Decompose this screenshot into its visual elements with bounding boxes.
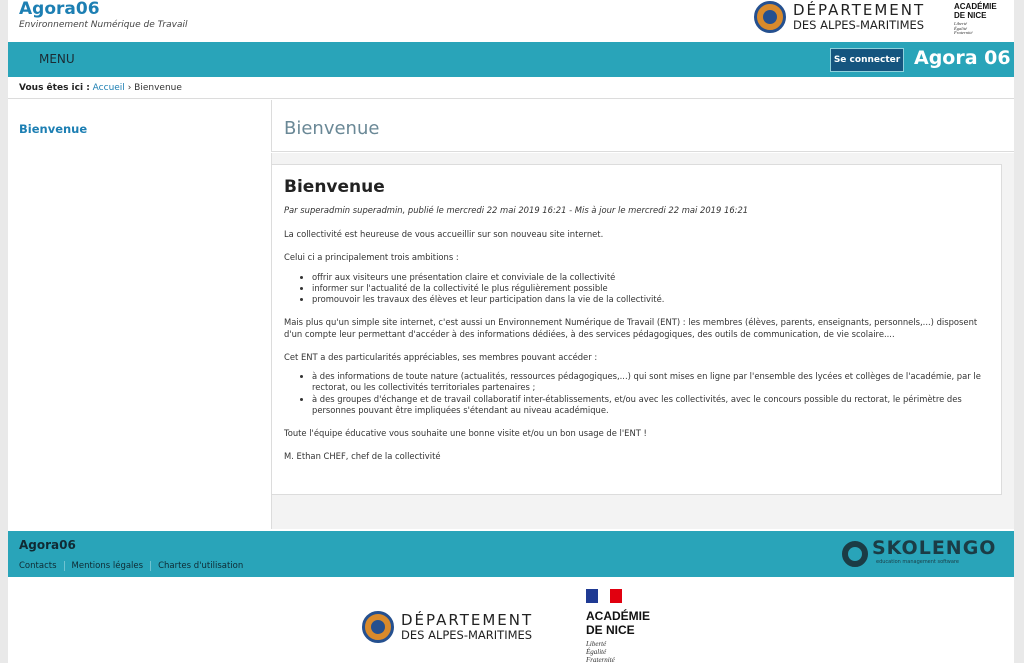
nav-bar — [8, 42, 1014, 77]
ambitions-list — [312, 272, 989, 306]
academie-motto-3: Fraternité — [586, 656, 615, 663]
page — [8, 0, 1014, 663]
footer-links — [19, 561, 250, 571]
article-paragraph: Celui ci a principalement trois ambitions : — [284, 252, 459, 263]
academie-logo[interactable] — [954, 2, 1010, 36]
skolengo-ring-icon — [842, 541, 868, 567]
skolengo-name: SKOLENGO — [872, 537, 997, 559]
list-item: • à des groupes d'échange et de travail collaboratif inter-établissements, et/ou avec les collectivités, avec le concours possible du rectorat, le périmètre des personnes pouvant être impliquées s'étendant au niveau académique. — [312, 394, 989, 416]
page-title: Bienvenue — [284, 118, 380, 139]
academie-motto-1: Liberté — [586, 640, 607, 648]
footer-title: Agora06 — [19, 538, 76, 552]
article — [271, 164, 1002, 495]
footer-link-contacts[interactable]: Contacts — [19, 561, 57, 571]
french-flag-icon — [586, 589, 622, 603]
departement-logo-line2: DES ALPES-MARITIMES — [401, 627, 533, 642]
academie-motto-3: Fraternité — [954, 30, 973, 36]
departement-logo-line2: DES ALPES-MARITIMES — [793, 17, 925, 32]
sidebar-item-bienvenue[interactable]: Bienvenue — [19, 122, 88, 136]
departement-logo-footer[interactable] — [362, 611, 533, 643]
menu-button[interactable]: MENU — [39, 52, 75, 66]
login-button[interactable]: Se connecter — [830, 48, 904, 72]
article-paragraph: Mais plus qu'un simple site internet, c'est aussi un Environnement Numérique de Travail (ENT) : les membres (élèves, parents, enseignants, personnels,...) disposent d'un compte leur permettant d'accéder à des informations dédiées, à des services pédagogiques, des outils de communication, de vie scolaire.... — [284, 317, 978, 339]
article-paragraph: Cet ENT a des particularités appréciables, ses membres pouvant accéder : — [284, 351, 598, 362]
site-title[interactable]: Agora06 — [19, 0, 100, 19]
article-signature: M. Ethan CHEF, chef de la collectivité — [284, 451, 441, 462]
footer-link-mentions-legales[interactable]: Mentions légales — [64, 561, 151, 571]
academie-motto-2: Égalité — [586, 648, 607, 657]
breadcrumb-home-link[interactable]: Accueil — [92, 83, 125, 93]
skolengo-tagline: education management software — [876, 559, 959, 565]
site-subtitle: Environnement Numérique de Travail — [19, 20, 188, 30]
academie-logo-footer[interactable] — [586, 589, 650, 663]
site-header — [8, 0, 1014, 42]
list-item: • informer sur l'actualité de la collectivité le plus régulièrement possible — [312, 283, 989, 294]
article-paragraph: Toute l'équipe éducative vous souhaite une bonne visite et/ou un bon usage de l'ENT ! — [284, 427, 647, 438]
academie-motto-1: Liberté — [954, 21, 967, 26]
skolengo-logo[interactable] — [842, 539, 996, 567]
breadcrumb — [8, 77, 1014, 99]
footer-link-chartes[interactable]: Chartes d'utilisation — [150, 561, 250, 571]
content-header — [271, 100, 1014, 152]
departement-logo-line1: DÉPARTEMENT — [401, 610, 534, 629]
academie-logo-line1: ACADÉMIE — [586, 609, 651, 623]
article-title: Bienvenue — [284, 177, 385, 197]
list-item: • à des informations de toute nature (actualités, ressources pédagogiques,...) qui sont mises en ligne par l'ensemble des lycées et collèges de l'académie, par le rectorat, ou les collectivités territoriales partenaires ; — [312, 371, 989, 393]
particularites-list — [312, 371, 989, 416]
academie-logo-line2: DE NICE — [954, 11, 987, 20]
departement-logo[interactable] — [754, 1, 925, 33]
article-meta: Par superadmin superadmin, publié le mercredi 22 mai 2019 16:21 - Mis à jour le mercredi 22 mai 2019 16:21 — [284, 205, 749, 215]
academie-motto-2: Égalité — [954, 25, 967, 31]
breadcrumb-current: Bienvenue — [134, 83, 182, 93]
list-item: • promouvoir les travaux des élèves et leur participation dans la vie de la collectivité. — [312, 294, 989, 305]
academie-logo-line1: ACADÉMIE — [954, 2, 997, 11]
departement-emblem-icon — [754, 1, 786, 33]
departement-logo-line1: DÉPARTEMENT — [793, 0, 926, 19]
breadcrumb-prefix: Vous êtes ici : — [19, 83, 90, 93]
academie-logo-line2: DE NICE — [586, 623, 635, 637]
breadcrumb-separator: › — [127, 83, 132, 93]
footer — [8, 531, 1014, 577]
departement-emblem-icon — [362, 611, 394, 643]
nav-brand[interactable]: Agora 06 — [914, 47, 1011, 69]
list-item: • offrir aux visiteurs une présentation claire et conviviale de la collectivité — [312, 272, 989, 283]
article-paragraph: La collectivité est heureuse de vous accueillir sur son nouveau site internet. — [284, 229, 604, 239]
partner-logos — [8, 577, 1014, 663]
